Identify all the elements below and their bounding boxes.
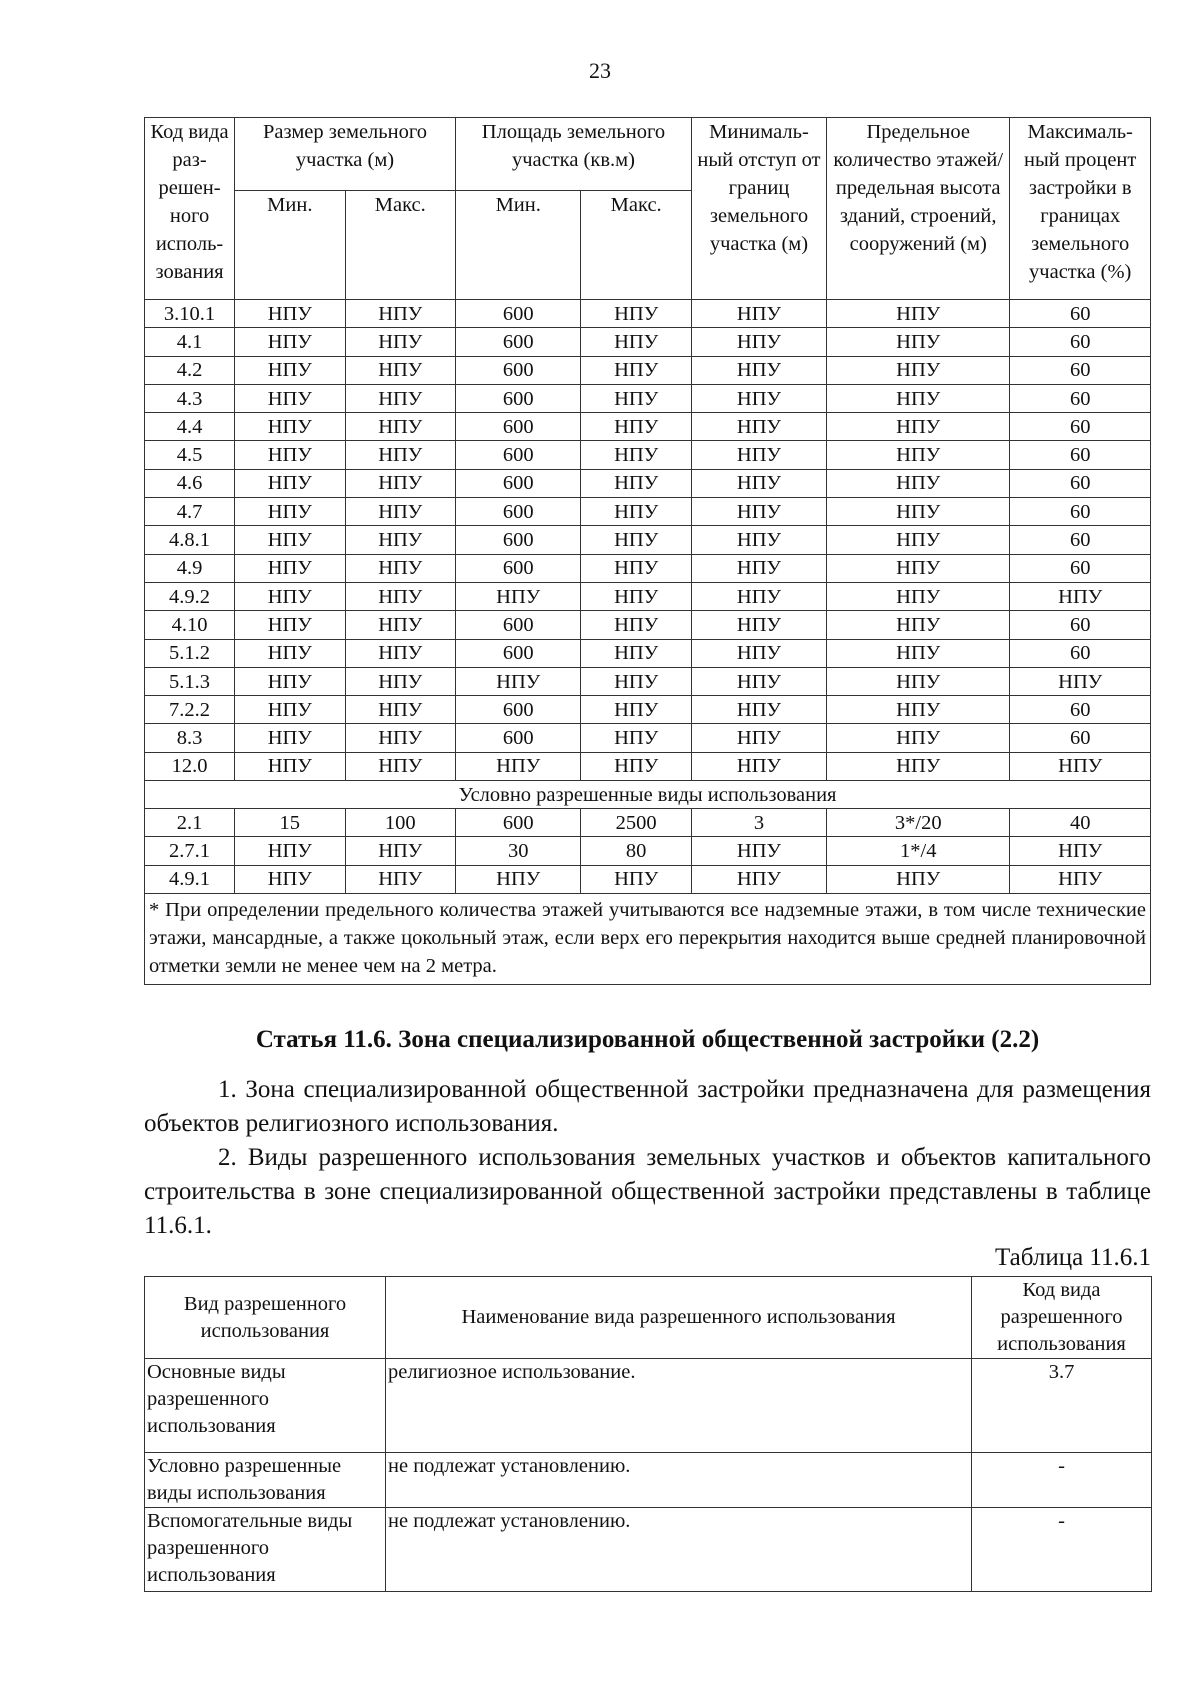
area-min-cell: 600	[455, 498, 580, 526]
size-min-cell: НПУ	[235, 356, 345, 384]
header-coverage: Максималь-ный процент застройки в границах земельного участка (%)	[1010, 118, 1151, 300]
setback-cell: НПУ	[691, 356, 826, 384]
setback-cell: НПУ	[691, 752, 826, 780]
setback-cell: 3	[691, 809, 826, 837]
table-footnote: * При определении предельного количества этажей учитываются все надземные этажи, в том числе технические этажи, мансардные, а также цокольный этаж, если верх его перекрытия находится выше средней планировочной отметки земли не менее чем на 2 метра.	[145, 893, 1151, 984]
area-min-cell: 600	[455, 441, 580, 469]
table-row	[145, 356, 1151, 384]
floors-cell: НПУ	[827, 469, 1010, 497]
code-cell: 4.5	[145, 441, 235, 469]
table-row	[145, 554, 1151, 582]
size-min-cell: НПУ	[235, 837, 345, 865]
setback-cell: НПУ	[691, 441, 826, 469]
table-row	[145, 441, 1151, 469]
setback-cell: НПУ	[691, 667, 826, 695]
paragraph-1: 1. Зона специализированной общественной застройки предназначена для размещения объектов религиозного использования.	[144, 1076, 1151, 1137]
size-min-cell: НПУ	[235, 554, 345, 582]
size-max-cell: НПУ	[345, 554, 455, 582]
table-row	[145, 752, 1151, 780]
table-row	[145, 582, 1151, 610]
size-max-cell: НПУ	[345, 724, 455, 752]
size-min-cell: НПУ	[235, 752, 345, 780]
coverage-cell: 60	[1010, 300, 1151, 328]
area-min-cell: 600	[455, 328, 580, 356]
coverage-cell: НПУ	[1010, 752, 1151, 780]
table-row	[145, 837, 1151, 865]
use-code-cell: -	[972, 1453, 1152, 1508]
area-min-cell: 600	[455, 611, 580, 639]
code-cell: 4.4	[145, 413, 235, 441]
coverage-cell: 60	[1010, 724, 1151, 752]
size-min-cell: НПУ	[235, 300, 345, 328]
table-row	[145, 865, 1151, 893]
area-max-cell: НПУ	[581, 582, 691, 610]
area-min-cell: 600	[455, 526, 580, 554]
area-max-cell: НПУ	[581, 498, 691, 526]
area-min-cell: 600	[455, 554, 580, 582]
floors-cell: НПУ	[827, 752, 1010, 780]
coverage-cell: 60	[1010, 384, 1151, 412]
code-cell: 12.0	[145, 752, 235, 780]
size-max-cell: НПУ	[345, 526, 455, 554]
size-max-cell: НПУ	[345, 865, 455, 893]
code-cell: 4.3	[145, 384, 235, 412]
floors-cell: НПУ	[827, 441, 1010, 469]
area-max-cell: НПУ	[581, 667, 691, 695]
area-max-cell: 80	[581, 837, 691, 865]
header-plot-area: Площадь земельного участка (кв.м)	[455, 118, 691, 191]
use-type-cell: Условно разрешенные виды использования	[145, 1453, 386, 1508]
area-max-cell: НПУ	[581, 696, 691, 724]
size-min-cell: НПУ	[235, 469, 345, 497]
size-min-cell: НПУ	[235, 441, 345, 469]
floors-cell: НПУ	[827, 639, 1010, 667]
floors-cell: НПУ	[827, 328, 1010, 356]
setback-cell: НПУ	[691, 498, 826, 526]
floors-cell: НПУ	[827, 384, 1010, 412]
code-cell: 4.10	[145, 611, 235, 639]
setback-cell: НПУ	[691, 328, 826, 356]
area-min-cell: НПУ	[455, 865, 580, 893]
size-min-cell: НПУ	[235, 865, 345, 893]
table-row	[145, 328, 1151, 356]
coverage-cell: 60	[1010, 328, 1151, 356]
size-max-cell: НПУ	[345, 413, 455, 441]
header-code: Код вида раз-решен-ного исполь-зования	[145, 118, 235, 300]
area-min-cell: 600	[455, 809, 580, 837]
size-max-cell: 100	[345, 809, 455, 837]
coverage-cell: 60	[1010, 469, 1151, 497]
floors-cell: НПУ	[827, 413, 1010, 441]
floors-cell: НПУ	[827, 300, 1010, 328]
table-caption: Таблица 11.6.1	[995, 1244, 1151, 1271]
coverage-cell: 60	[1010, 498, 1151, 526]
code-cell: 8.3	[145, 724, 235, 752]
size-max-cell: НПУ	[345, 300, 455, 328]
size-max-cell: НПУ	[345, 498, 455, 526]
coverage-cell: 60	[1010, 356, 1151, 384]
code-cell: 4.9	[145, 554, 235, 582]
floors-cell: НПУ	[827, 611, 1010, 639]
size-min-cell: НПУ	[235, 667, 345, 695]
area-max-cell: НПУ	[581, 441, 691, 469]
setback-cell: НПУ	[691, 639, 826, 667]
code-cell: 5.1.2	[145, 639, 235, 667]
area-min-cell: 600	[455, 696, 580, 724]
code-cell: 2.1	[145, 809, 235, 837]
area-min-cell: 600	[455, 384, 580, 412]
page-number: 23	[589, 58, 611, 83]
setback-cell: НПУ	[691, 611, 826, 639]
area-max-cell: НПУ	[581, 469, 691, 497]
coverage-cell: 60	[1010, 413, 1151, 441]
code-cell: 4.8.1	[145, 526, 235, 554]
coverage-cell: НПУ	[1010, 837, 1151, 865]
setback-cell: НПУ	[691, 724, 826, 752]
setback-cell: НПУ	[691, 837, 826, 865]
area-max-cell: 2500	[581, 809, 691, 837]
area-max-cell: НПУ	[581, 611, 691, 639]
table-row	[145, 809, 1151, 837]
area-min-cell: НПУ	[455, 667, 580, 695]
article-heading: Статья 11.6. Зона специализированной общественной застройки (2.2)	[255, 1026, 1040, 1053]
coverage-cell: 60	[1010, 554, 1151, 582]
setback-cell: НПУ	[691, 865, 826, 893]
size-min-cell: НПУ	[235, 328, 345, 356]
header-plot-size: Размер земельного участка (м)	[235, 118, 456, 191]
paragraph-2: 2. Виды разрешенного использования земельных участков и объектов капитального строительства в зоне специализированной общественной застройки представлены в таблице 11.6.1.	[144, 1144, 1151, 1239]
area-max-cell: НПУ	[581, 413, 691, 441]
size-min-cell: НПУ	[235, 413, 345, 441]
area-min-cell: НПУ	[455, 582, 580, 610]
code-cell: 4.9.1	[145, 865, 235, 893]
code-cell: 3.10.1	[145, 300, 235, 328]
floors-cell: 3*/20	[827, 809, 1010, 837]
code-cell: 5.1.3	[145, 667, 235, 695]
permitted-use-table	[144, 1276, 1152, 1592]
code-cell: 4.2	[145, 356, 235, 384]
area-max-cell: НПУ	[581, 752, 691, 780]
area-max-cell: НПУ	[581, 328, 691, 356]
code-cell: 4.1	[145, 328, 235, 356]
size-max-cell: НПУ	[345, 837, 455, 865]
floors-cell: НПУ	[827, 724, 1010, 752]
coverage-cell: 60	[1010, 639, 1151, 667]
size-max-cell: НПУ	[345, 696, 455, 724]
coverage-cell: 60	[1010, 611, 1151, 639]
table-row	[145, 724, 1151, 752]
floors-cell: НПУ	[827, 667, 1010, 695]
floors-cell: 1*/4	[827, 837, 1010, 865]
area-min-cell: 600	[455, 413, 580, 441]
area-min-cell: 600	[455, 300, 580, 328]
code-cell: 4.6	[145, 469, 235, 497]
floors-cell: НПУ	[827, 498, 1010, 526]
size-min-cell: НПУ	[235, 724, 345, 752]
area-max-cell: НПУ	[581, 865, 691, 893]
setback-cell: НПУ	[691, 554, 826, 582]
use-name-cell: не подлежат установлению.	[386, 1453, 972, 1508]
table-row	[145, 413, 1151, 441]
conditional-uses-heading: Условно разрешенные виды использования	[145, 781, 1151, 809]
size-max-cell: НПУ	[345, 356, 455, 384]
floors-cell: НПУ	[827, 526, 1010, 554]
code-cell: 4.9.2	[145, 582, 235, 610]
floors-cell: НПУ	[827, 696, 1010, 724]
header-floors: Предельное количество этажей/ предельная высота зданий, строений, сооружений (м)	[827, 118, 1010, 300]
size-max-cell: НПУ	[345, 667, 455, 695]
size-max-cell: НПУ	[345, 752, 455, 780]
size-min-cell: НПУ	[235, 639, 345, 667]
size-min-cell: НПУ	[235, 696, 345, 724]
size-min-cell: 15	[235, 809, 345, 837]
use-code-cell: 3.7	[972, 1359, 1152, 1453]
table-row	[145, 667, 1151, 695]
coverage-cell: НПУ	[1010, 865, 1151, 893]
coverage-cell: НПУ	[1010, 667, 1151, 695]
coverage-cell: 60	[1010, 696, 1151, 724]
size-max-cell: НПУ	[345, 441, 455, 469]
area-max-cell: НПУ	[581, 526, 691, 554]
header-use-code: Код вида разрешенного использования	[972, 1277, 1152, 1359]
area-max-cell: НПУ	[581, 724, 691, 752]
header-area-max: Макс.	[581, 191, 691, 300]
code-cell: 7.2.2	[145, 696, 235, 724]
use-name-cell: религиозное использование.	[386, 1359, 972, 1453]
table-row	[145, 526, 1151, 554]
size-min-cell: НПУ	[235, 582, 345, 610]
area-max-cell: НПУ	[581, 300, 691, 328]
table-row	[145, 469, 1151, 497]
header-size-min: Мин.	[235, 191, 345, 300]
use-type-cell: Вспомогательные виды разрешенного использования	[145, 1508, 386, 1592]
area-min-cell: 600	[455, 724, 580, 752]
table-row	[145, 498, 1151, 526]
area-max-cell: НПУ	[581, 384, 691, 412]
size-max-cell: НПУ	[345, 384, 455, 412]
use-code-cell: -	[972, 1508, 1152, 1592]
size-min-cell: НПУ	[235, 611, 345, 639]
coverage-cell: 60	[1010, 526, 1151, 554]
area-max-cell: НПУ	[581, 554, 691, 582]
use-name-cell: не подлежат установлению.	[386, 1508, 972, 1592]
size-min-cell: НПУ	[235, 384, 345, 412]
setback-cell: НПУ	[691, 526, 826, 554]
code-cell: 2.7.1	[145, 837, 235, 865]
setback-cell: НПУ	[691, 469, 826, 497]
zoning-parameters-table	[144, 117, 1151, 985]
size-max-cell: НПУ	[345, 582, 455, 610]
size-max-cell: НПУ	[345, 469, 455, 497]
header-use-type: Вид разрешенного использования	[145, 1277, 386, 1359]
coverage-cell: 40	[1010, 809, 1151, 837]
floors-cell: НПУ	[827, 554, 1010, 582]
header-setback: Минималь-ный отступ от границ земельного участка (м)	[691, 118, 826, 300]
setback-cell: НПУ	[691, 413, 826, 441]
area-max-cell: НПУ	[581, 356, 691, 384]
table-row	[145, 384, 1151, 412]
area-max-cell: НПУ	[581, 639, 691, 667]
use-type-cell: Основные виды разрешенного использования	[145, 1359, 386, 1453]
size-max-cell: НПУ	[345, 328, 455, 356]
table-row	[145, 611, 1151, 639]
coverage-cell: НПУ	[1010, 582, 1151, 610]
code-cell: 4.7	[145, 498, 235, 526]
size-max-cell: НПУ	[345, 611, 455, 639]
size-min-cell: НПУ	[235, 498, 345, 526]
setback-cell: НПУ	[691, 696, 826, 724]
floors-cell: НПУ	[827, 356, 1010, 384]
size-min-cell: НПУ	[235, 526, 345, 554]
area-min-cell: 600	[455, 639, 580, 667]
table-row	[145, 300, 1151, 328]
area-min-cell: 600	[455, 469, 580, 497]
header-size-max: Макс.	[345, 191, 455, 300]
area-min-cell: 600	[455, 356, 580, 384]
setback-cell: НПУ	[691, 384, 826, 412]
area-min-cell: НПУ	[455, 752, 580, 780]
area-min-cell: 30	[455, 837, 580, 865]
setback-cell: НПУ	[691, 300, 826, 328]
table-row	[145, 639, 1151, 667]
floors-cell: НПУ	[827, 865, 1010, 893]
table-row	[145, 696, 1151, 724]
coverage-cell: 60	[1010, 441, 1151, 469]
header-use-name: Наименование вида разрешенного использования	[386, 1277, 972, 1359]
size-max-cell: НПУ	[345, 639, 455, 667]
header-area-min: Мин.	[455, 191, 580, 300]
setback-cell: НПУ	[691, 582, 826, 610]
floors-cell: НПУ	[827, 582, 1010, 610]
